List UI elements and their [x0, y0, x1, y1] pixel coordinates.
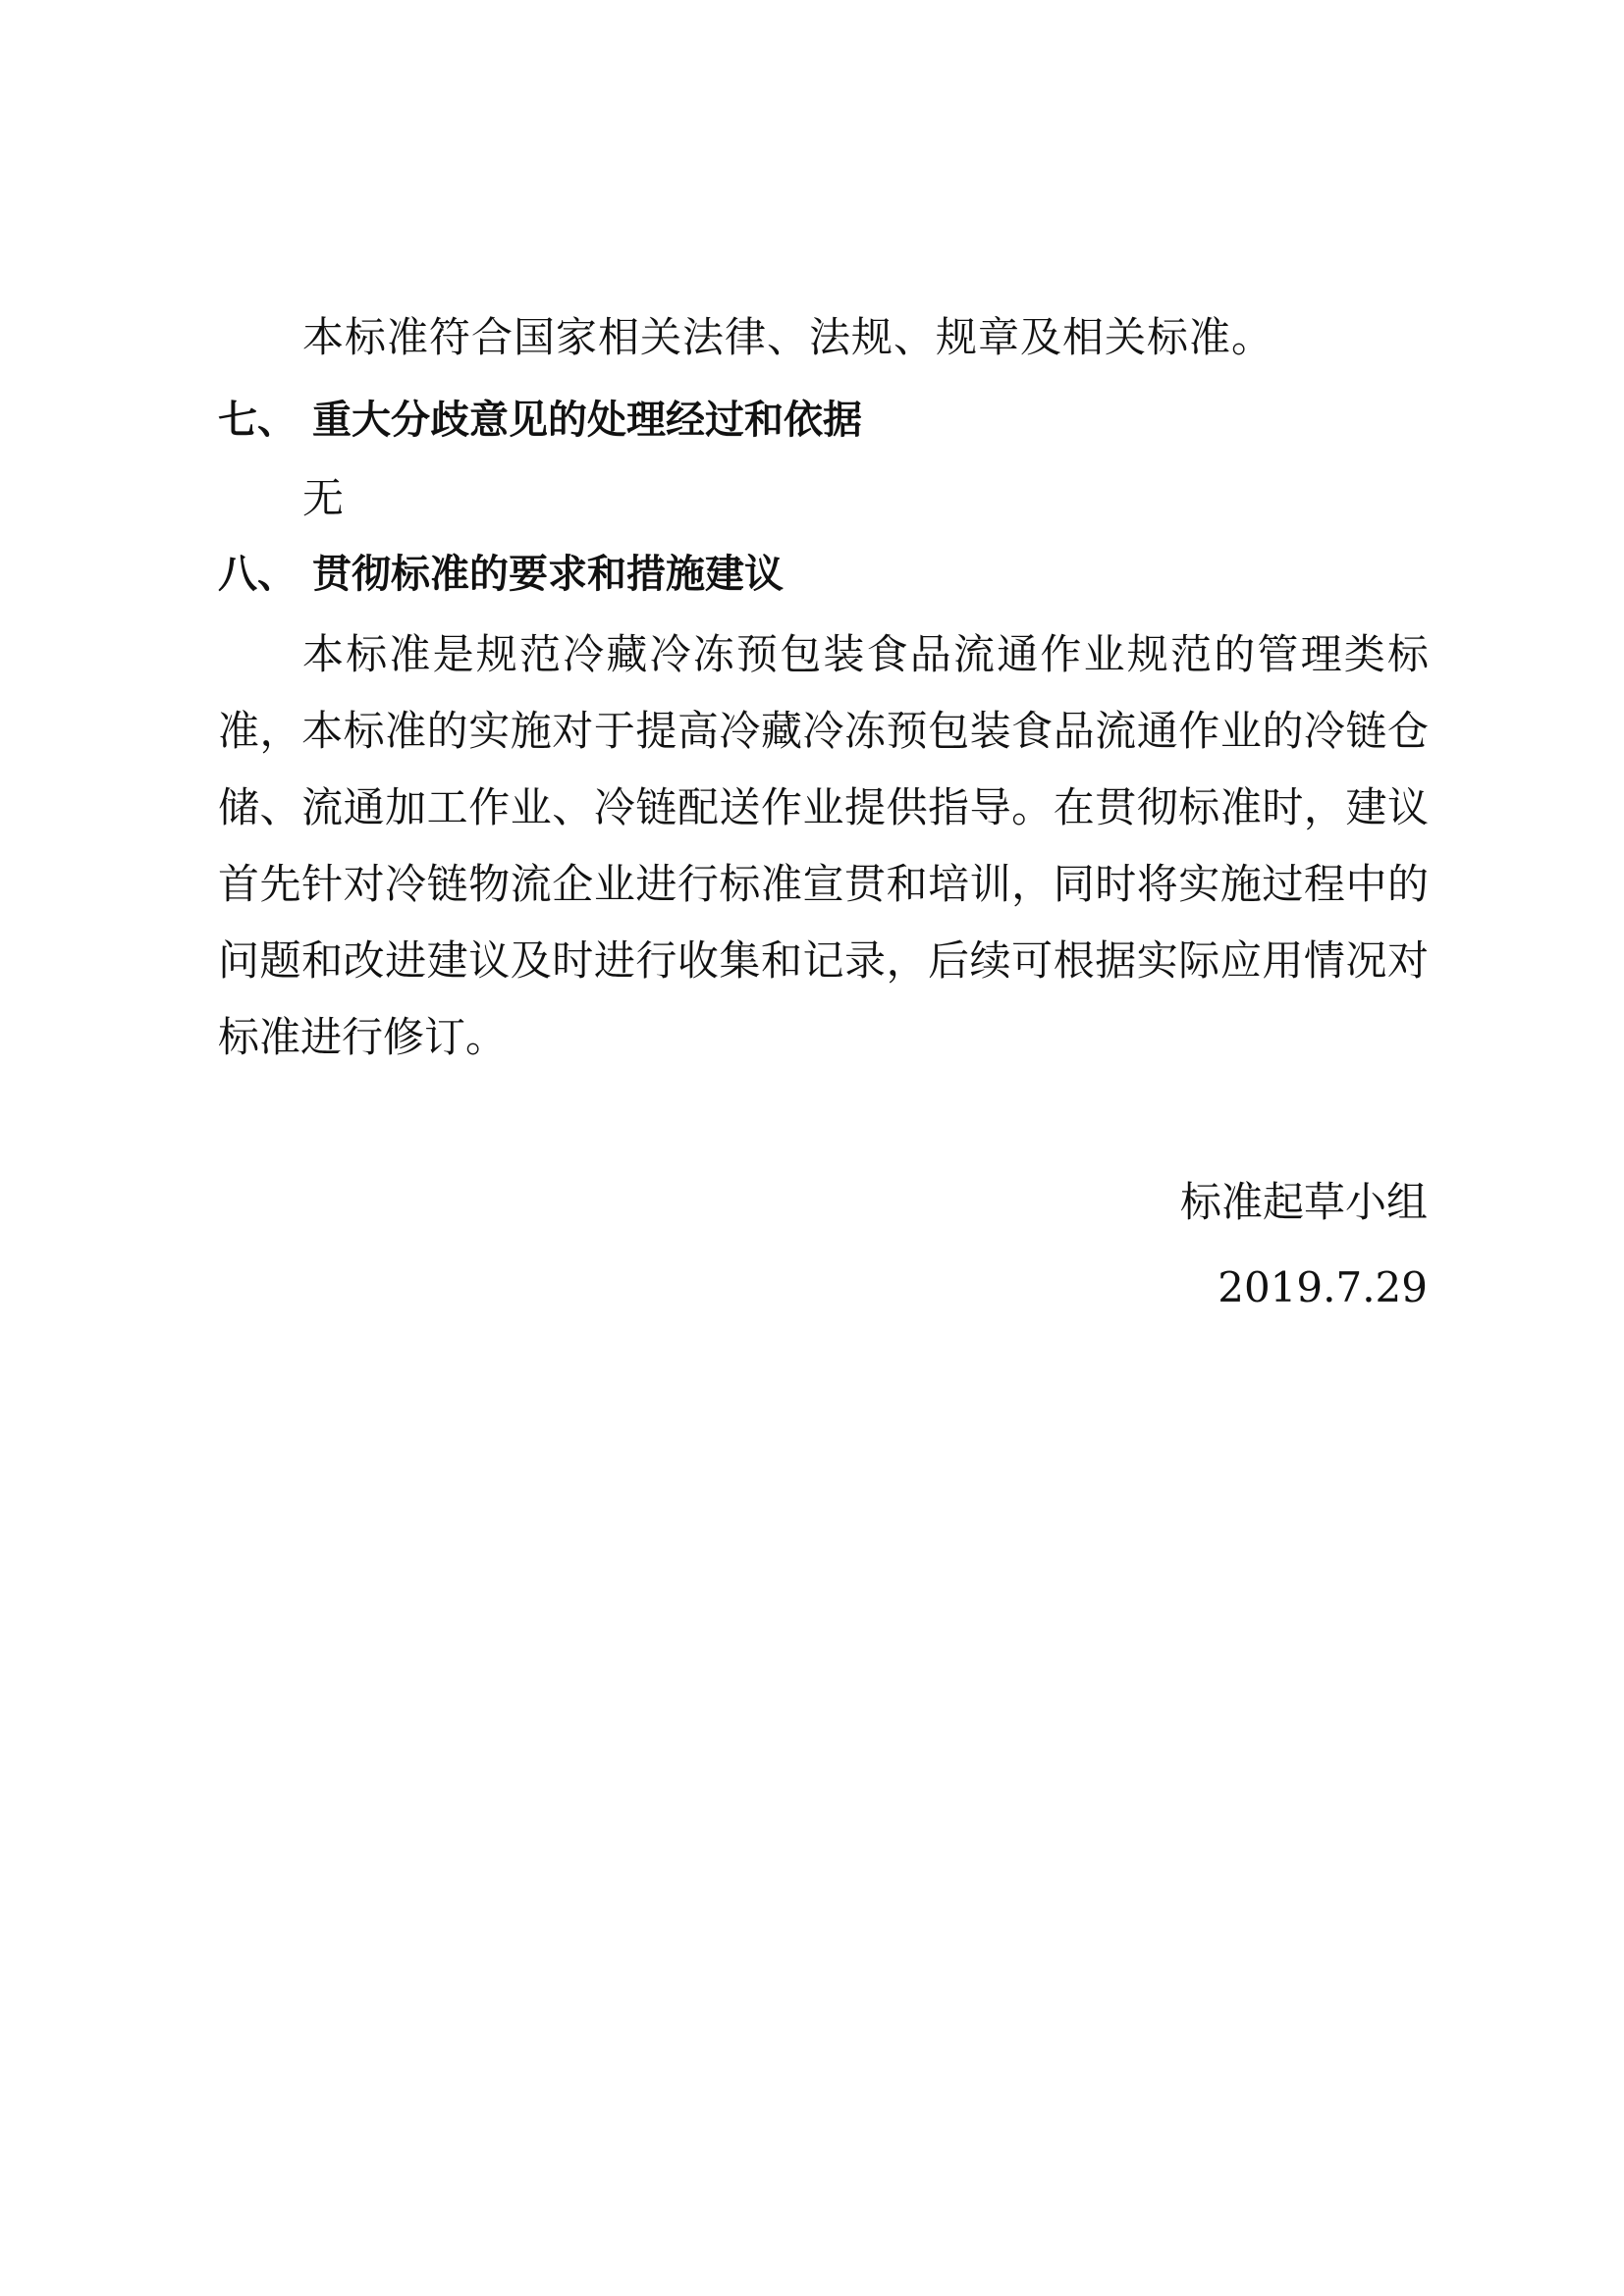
section-7-body: 无 [302, 474, 346, 522]
signature-group: 标准起草小组 [1179, 1178, 1428, 1226]
compliance-statement: 本标准符合国家相关法律、法规、规章及相关标准。 [302, 313, 1274, 361]
section-8-title: 贯彻标准的要求和措施建议 [312, 552, 784, 597]
section-7-heading [218, 391, 862, 450]
signature-date: 2019.7.29 [1218, 1263, 1428, 1311]
section-7-number: 七、 [218, 398, 297, 443]
section-8-number: 八、 [218, 552, 297, 597]
section-7-title: 重大分歧意见的处理经过和依据 [312, 398, 862, 443]
section-8-paragraph: 本标准是规范冷藏冷冻预包装食品流通作业规范的管理类标准，本标准的实施对于提高冷藏冷冻预包装食品流通作业的冷链仓储、流通加工作业、冷链配送作业提供指导。在贯彻标准时，建议首先针对冷链物流企业进行标准宣贯和培训，同时将实施过程中的问题和改进建议及时进行收集和记录，后续可根据实际应用情况对标准进行修订。 [218, 630, 1429, 1061]
section-8-heading [218, 545, 784, 604]
section-8-body [218, 616, 1429, 1076]
